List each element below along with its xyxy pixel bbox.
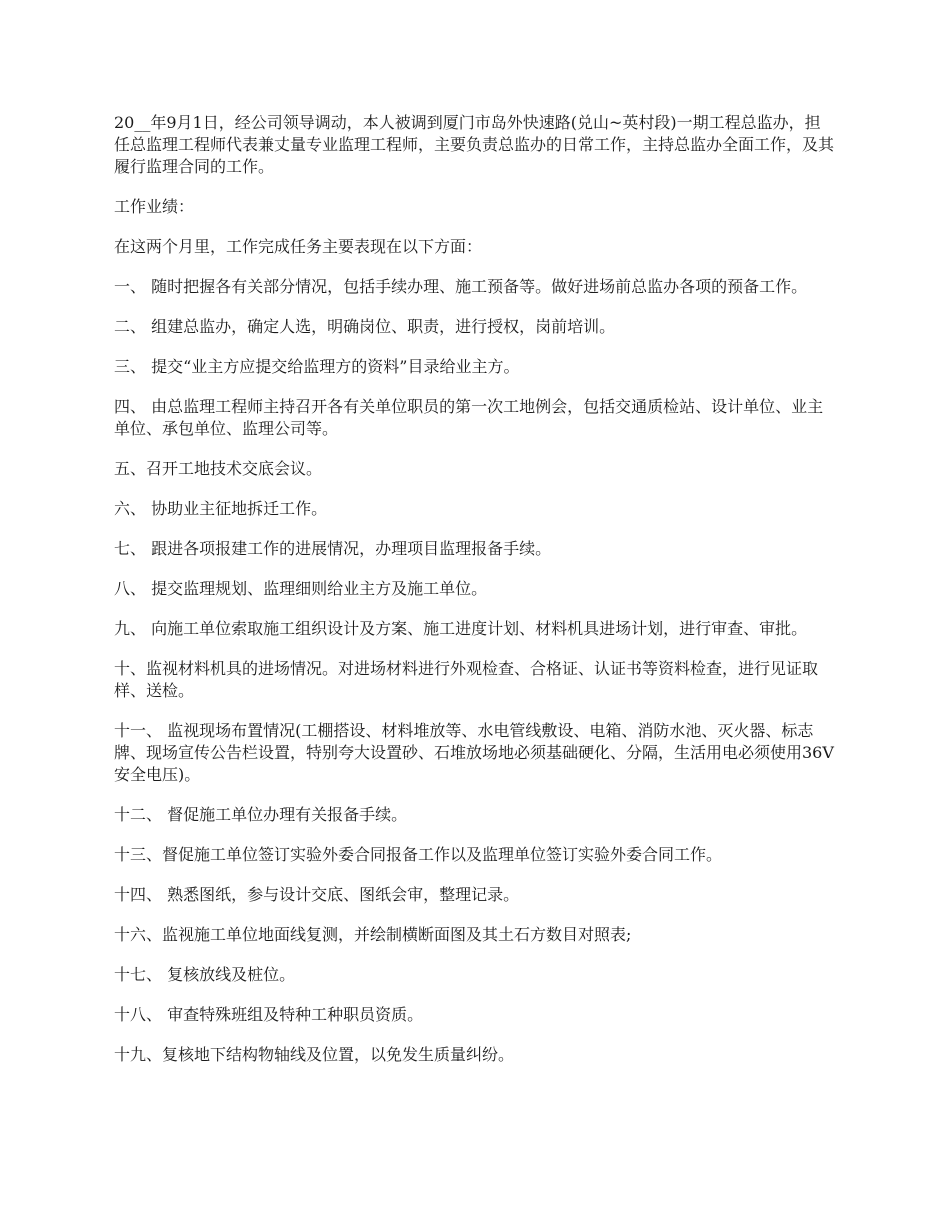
paragraph-achievements-heading: 工作业绩： (114, 197, 195, 216)
list-item-17: 十七、 复核放线及桩位。 (114, 965, 296, 984)
list-item-9: 九、 向施工单位索取施工组织设计及方案、施工进度计划、材料机具进场计划，进行审查、审批。 (114, 619, 808, 638)
list-item-19: 十九、复核地下结构物轴线及位置，以免发生质量纠纷。 (114, 1045, 515, 1064)
list-item-1: 一、 随时把握各有关部分情况，包括手续办理、施工预备等。做好进场前总监办各项的预备工作。 (114, 277, 808, 296)
paragraph-intro: 20__年9月1日，经公司领导调动，本人被调到厦门市岛外快速路(兑山~英村段)一期工程总监办，担任总监理工程师代表兼丈量专业监理工程师，主要负责总监办的日常工作，主持总监办全面工作，及其履行监理合同的工作。 (114, 113, 835, 176)
list-item-6: 六、 协助业主征地拆迁工作。 (114, 499, 328, 518)
list-item-7: 七、 跟进各项报建工作的进展情况，办理项目监理报备手续。 (114, 539, 552, 558)
list-item-10: 十、监视材料机具的进场情况。对进场材料进行外观检查、合格证、认证书等资料检查，进行见证取样、送检。 (114, 659, 819, 700)
list-item-4: 四、 由总监理工程师主持召开各有关单位职员的第一次工地例会，包括交通质检站、设计单位、业主单位、承包单位、监理公司等。 (114, 397, 824, 438)
list-item-16: 十六、监视施工单位地面线复测，并绘制横断面图及其土石方数目对照表; (114, 925, 632, 944)
list-item-11: 十一、 监视现场布置情况(工棚搭设、材料堆放等、水电管线敷设、电箱、消防水池、灭火器、标志牌、现场宣传公告栏设置，特别夸大设置砂、石堆放场地必须基础硬化、分隔，生活用电必须使用36V安全电压)。 (114, 721, 834, 784)
list-item-3: 三、 提交“业主方应提交给监理方的资料”目录给业主方。 (114, 357, 520, 376)
list-item-14: 十四、 熟悉图纸，参与设计交底、图纸会审，整理记录。 (114, 885, 520, 904)
list-item-2: 二、 组建总监办，确定人选，明确岗位、职责，进行授权，岗前培训。 (114, 317, 616, 336)
document-body (114, 112, 836, 1084)
list-item-18: 十八、 审查特殊班组及特种工种职员资质。 (114, 1005, 424, 1024)
list-item-12: 十二、 督促施工单位办理有关报备手续。 (114, 805, 408, 824)
paragraph-summary: 在这两个月里，工作完成任务主要表现在以下方面： (114, 237, 483, 256)
list-item-13: 十三、督促施工单位签订实验外委合同报备工作以及监理单位签订实验外委合同工作。 (114, 845, 723, 864)
list-item-8: 八、 提交监理规划、监理细则给业主方及施工单位。 (114, 579, 488, 598)
list-item-5: 五、召开工地技术交底会议。 (114, 459, 323, 478)
